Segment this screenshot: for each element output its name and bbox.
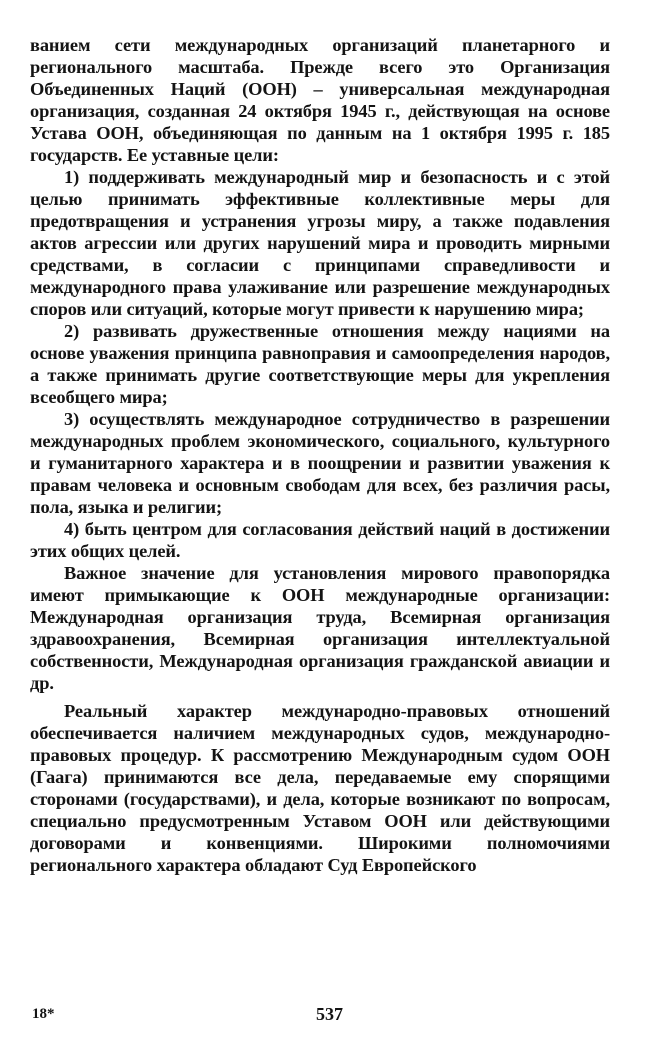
page-body bbox=[30, 34, 610, 876]
paragraph-continuation: ванием сети международных организаций планетарного и регионального масштаба. Прежде всего это Организация Объединенных Наций (ООН) – универсальная международная организация, созданная 24 октября 1945 г., действующая на основе Устава ООН, объединяющая по данным на 1 октября 1995 г. 185 государств. Ее уставные цели: bbox=[30, 35, 610, 165]
paragraph-affiliated-organizations: Важное значение для установления мирового правопорядка имеют примыкающие к ООН международные организации: Международная организация труда, Всемирная организация здравоохранения, Всемирная организация интеллектуальной собственности, Международная организация гражданской авиации и др. bbox=[30, 563, 610, 693]
paragraph-goal-1: 1) поддерживать международный мир и безопасность и с этой целью принимать эффективные коллективные меры для предотвращения и устранения угрозы миру, а также подавления актов агрессии или других нарушений мира и проводить мирными средствами, в согласии с принципами справедливости и международного права улаживание или разрешение международных споров или ситуаций, которые могут привести к нарушению мира; bbox=[30, 167, 610, 319]
page-number: 537 bbox=[316, 1004, 343, 1024]
paragraph-goal-4: 4) быть центром для согласования действий наций в достижении этих общих целей. bbox=[30, 519, 610, 561]
signature-mark: 18* bbox=[32, 1006, 55, 1022]
paragraph-goal-2: 2) развивать дружественные отношения между нациями на основе уважения принципа равноправия и самоопределения народов, а также принимать другие соответствующие меры для укрепления всеобщего мира; bbox=[30, 321, 610, 407]
paragraph-international-courts: Реальный характер международно-правовых отношений обеспечивается наличием международных судов, международно-правовых процедур. К рассмотрению Международным судом ООН (Гаага) принимаются все дела, передаваемые ему спорящими сторонами (государствами), и дела, которые возникают по вопросам, специально предусмотренным Уставом ООН или действующими договорами и конвенциями. Широкими полномочиями регионального характера обладают Суд Европейского bbox=[30, 701, 610, 875]
page-footer bbox=[30, 1006, 610, 1028]
paragraph-goal-3: 3) осуществлять международное сотрудничество в разрешении международных проблем экономического, социального, культурного и гуманитарного характера и в поощрении и развитии уважения к правам человека и основным свободам для всех, без различия расы, пола, языка и религии; bbox=[30, 409, 610, 517]
